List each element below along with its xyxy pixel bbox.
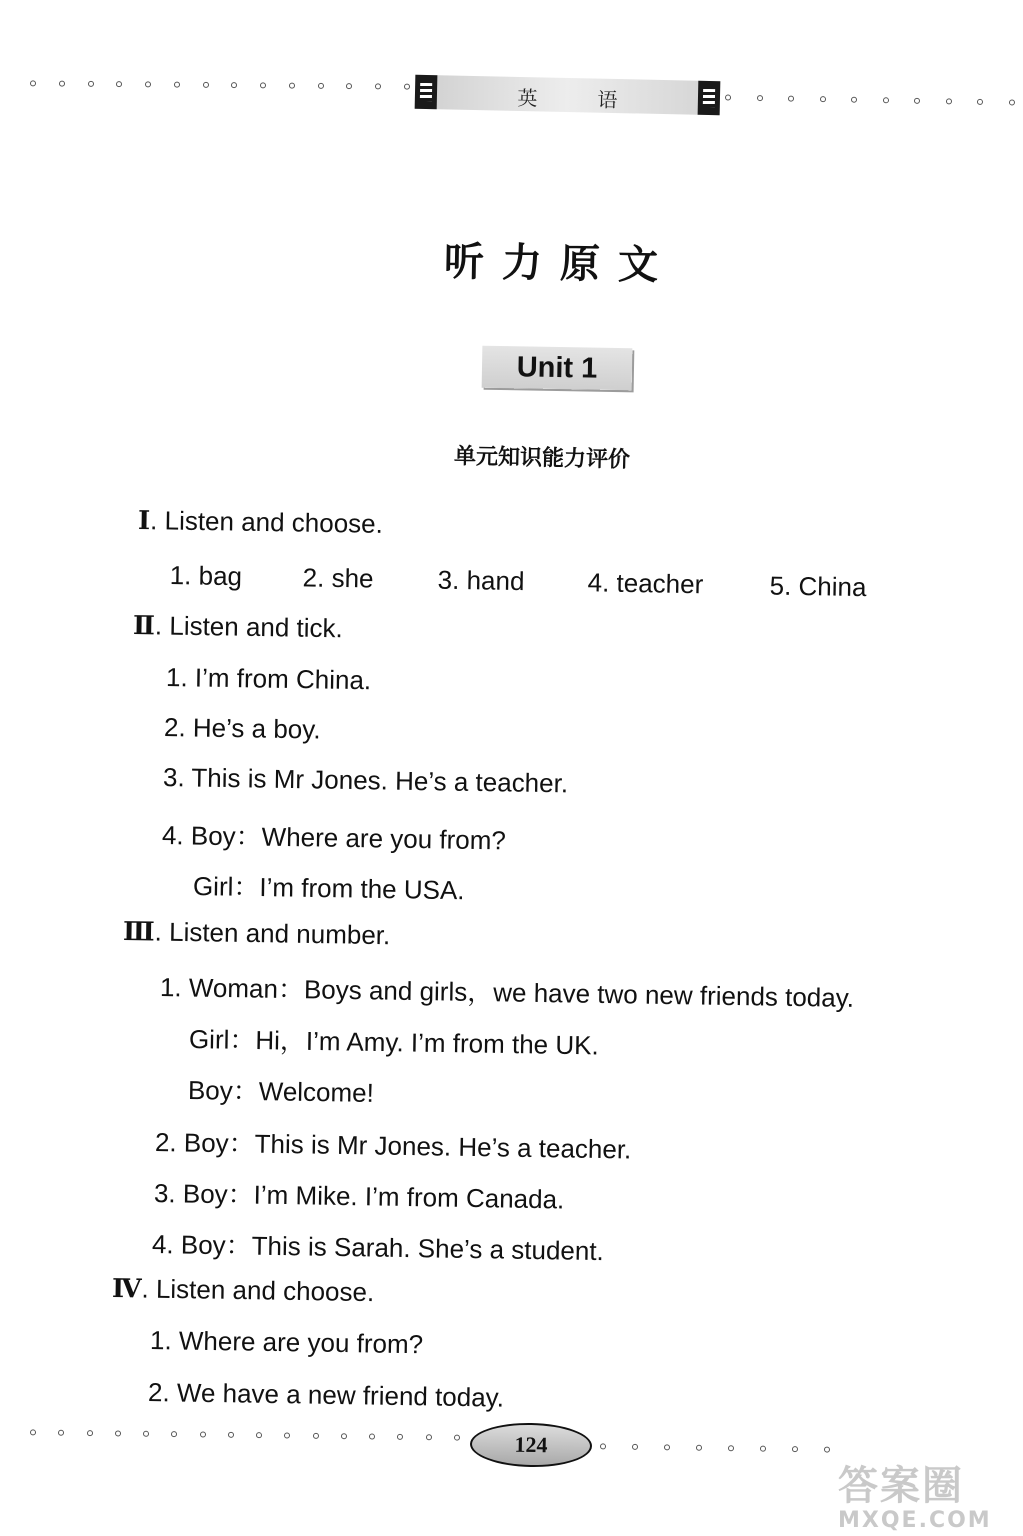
transcript-line: 4. Boy：Where are you from?	[161, 820, 507, 856]
subject-banner	[415, 75, 721, 115]
watermark-url: MXQE.COM	[838, 1508, 992, 1533]
transcript-line: 3. This is Mr Jones. He’s a teacher.	[162, 762, 569, 799]
transcript-line: 1. I’m from China.	[165, 662, 372, 696]
subject-label: 英语	[517, 85, 678, 114]
part-instruction: . Listen and tick.	[154, 610, 344, 644]
transcript-line: 1. Where are you from?	[149, 1325, 424, 1360]
footer-dot-rule-left	[30, 1429, 460, 1440]
part-numeral: Ⅳ	[111, 1274, 142, 1305]
transcript-line: 2. He’s a boy.	[163, 712, 321, 745]
part-instruction: . Listen and choose.	[141, 1273, 375, 1308]
part-1-word-list	[169, 560, 890, 603]
word-item: 5. China	[769, 570, 867, 603]
transcript-line: Girl：Hi，I’m Amy. I’m from the UK.	[188, 1024, 599, 1061]
word-item: 1. bag	[169, 560, 243, 592]
part-1-heading	[138, 505, 383, 540]
word-item: 3. hand	[437, 564, 525, 597]
word-item: 2. she	[302, 562, 374, 594]
transcript-line: 1. Woman：Boys and girls，we have two new friends today.	[159, 972, 855, 1013]
section-title: 单元知识能力评价	[453, 444, 631, 473]
transcript-line: 3. Boy：I’m Mike. I’m from Canada.	[153, 1178, 565, 1215]
watermark-text: 答案圈	[838, 1463, 964, 1509]
part-2-heading	[133, 610, 343, 644]
banner-ornament-icon	[698, 81, 721, 115]
part-3-heading	[123, 916, 391, 951]
watermark-logo	[838, 1463, 992, 1533]
part-instruction: . Listen and choose.	[149, 505, 384, 539]
part-4-heading	[112, 1273, 375, 1308]
transcript-line: 2. Boy：This is Mr Jones. He’s a teacher.	[154, 1127, 632, 1165]
footer-dot-rule-right	[600, 1443, 830, 1452]
transcript-line: Boy：Welcome!	[187, 1075, 375, 1108]
page-title: 听力原文	[443, 237, 677, 290]
part-instruction: . Listen and number.	[154, 916, 391, 951]
part-numeral: Ⅱ	[132, 611, 156, 642]
transcript-line: Girl：I’m from the USA.	[192, 871, 465, 906]
transcript-line: 2. We have a new friend today.	[147, 1377, 505, 1413]
part-numeral: Ⅰ	[137, 506, 151, 537]
header-dot-rule-right	[725, 94, 1015, 105]
page-number: 124	[470, 1422, 593, 1468]
word-item: 4. teacher	[587, 567, 704, 600]
unit-heading: Unit 1	[482, 346, 633, 391]
transcript-line: 4. Boy：This is Sarah. She’s a student.	[151, 1229, 605, 1267]
part-numeral: Ⅲ	[122, 917, 155, 948]
header-dot-rule-left	[30, 80, 410, 89]
